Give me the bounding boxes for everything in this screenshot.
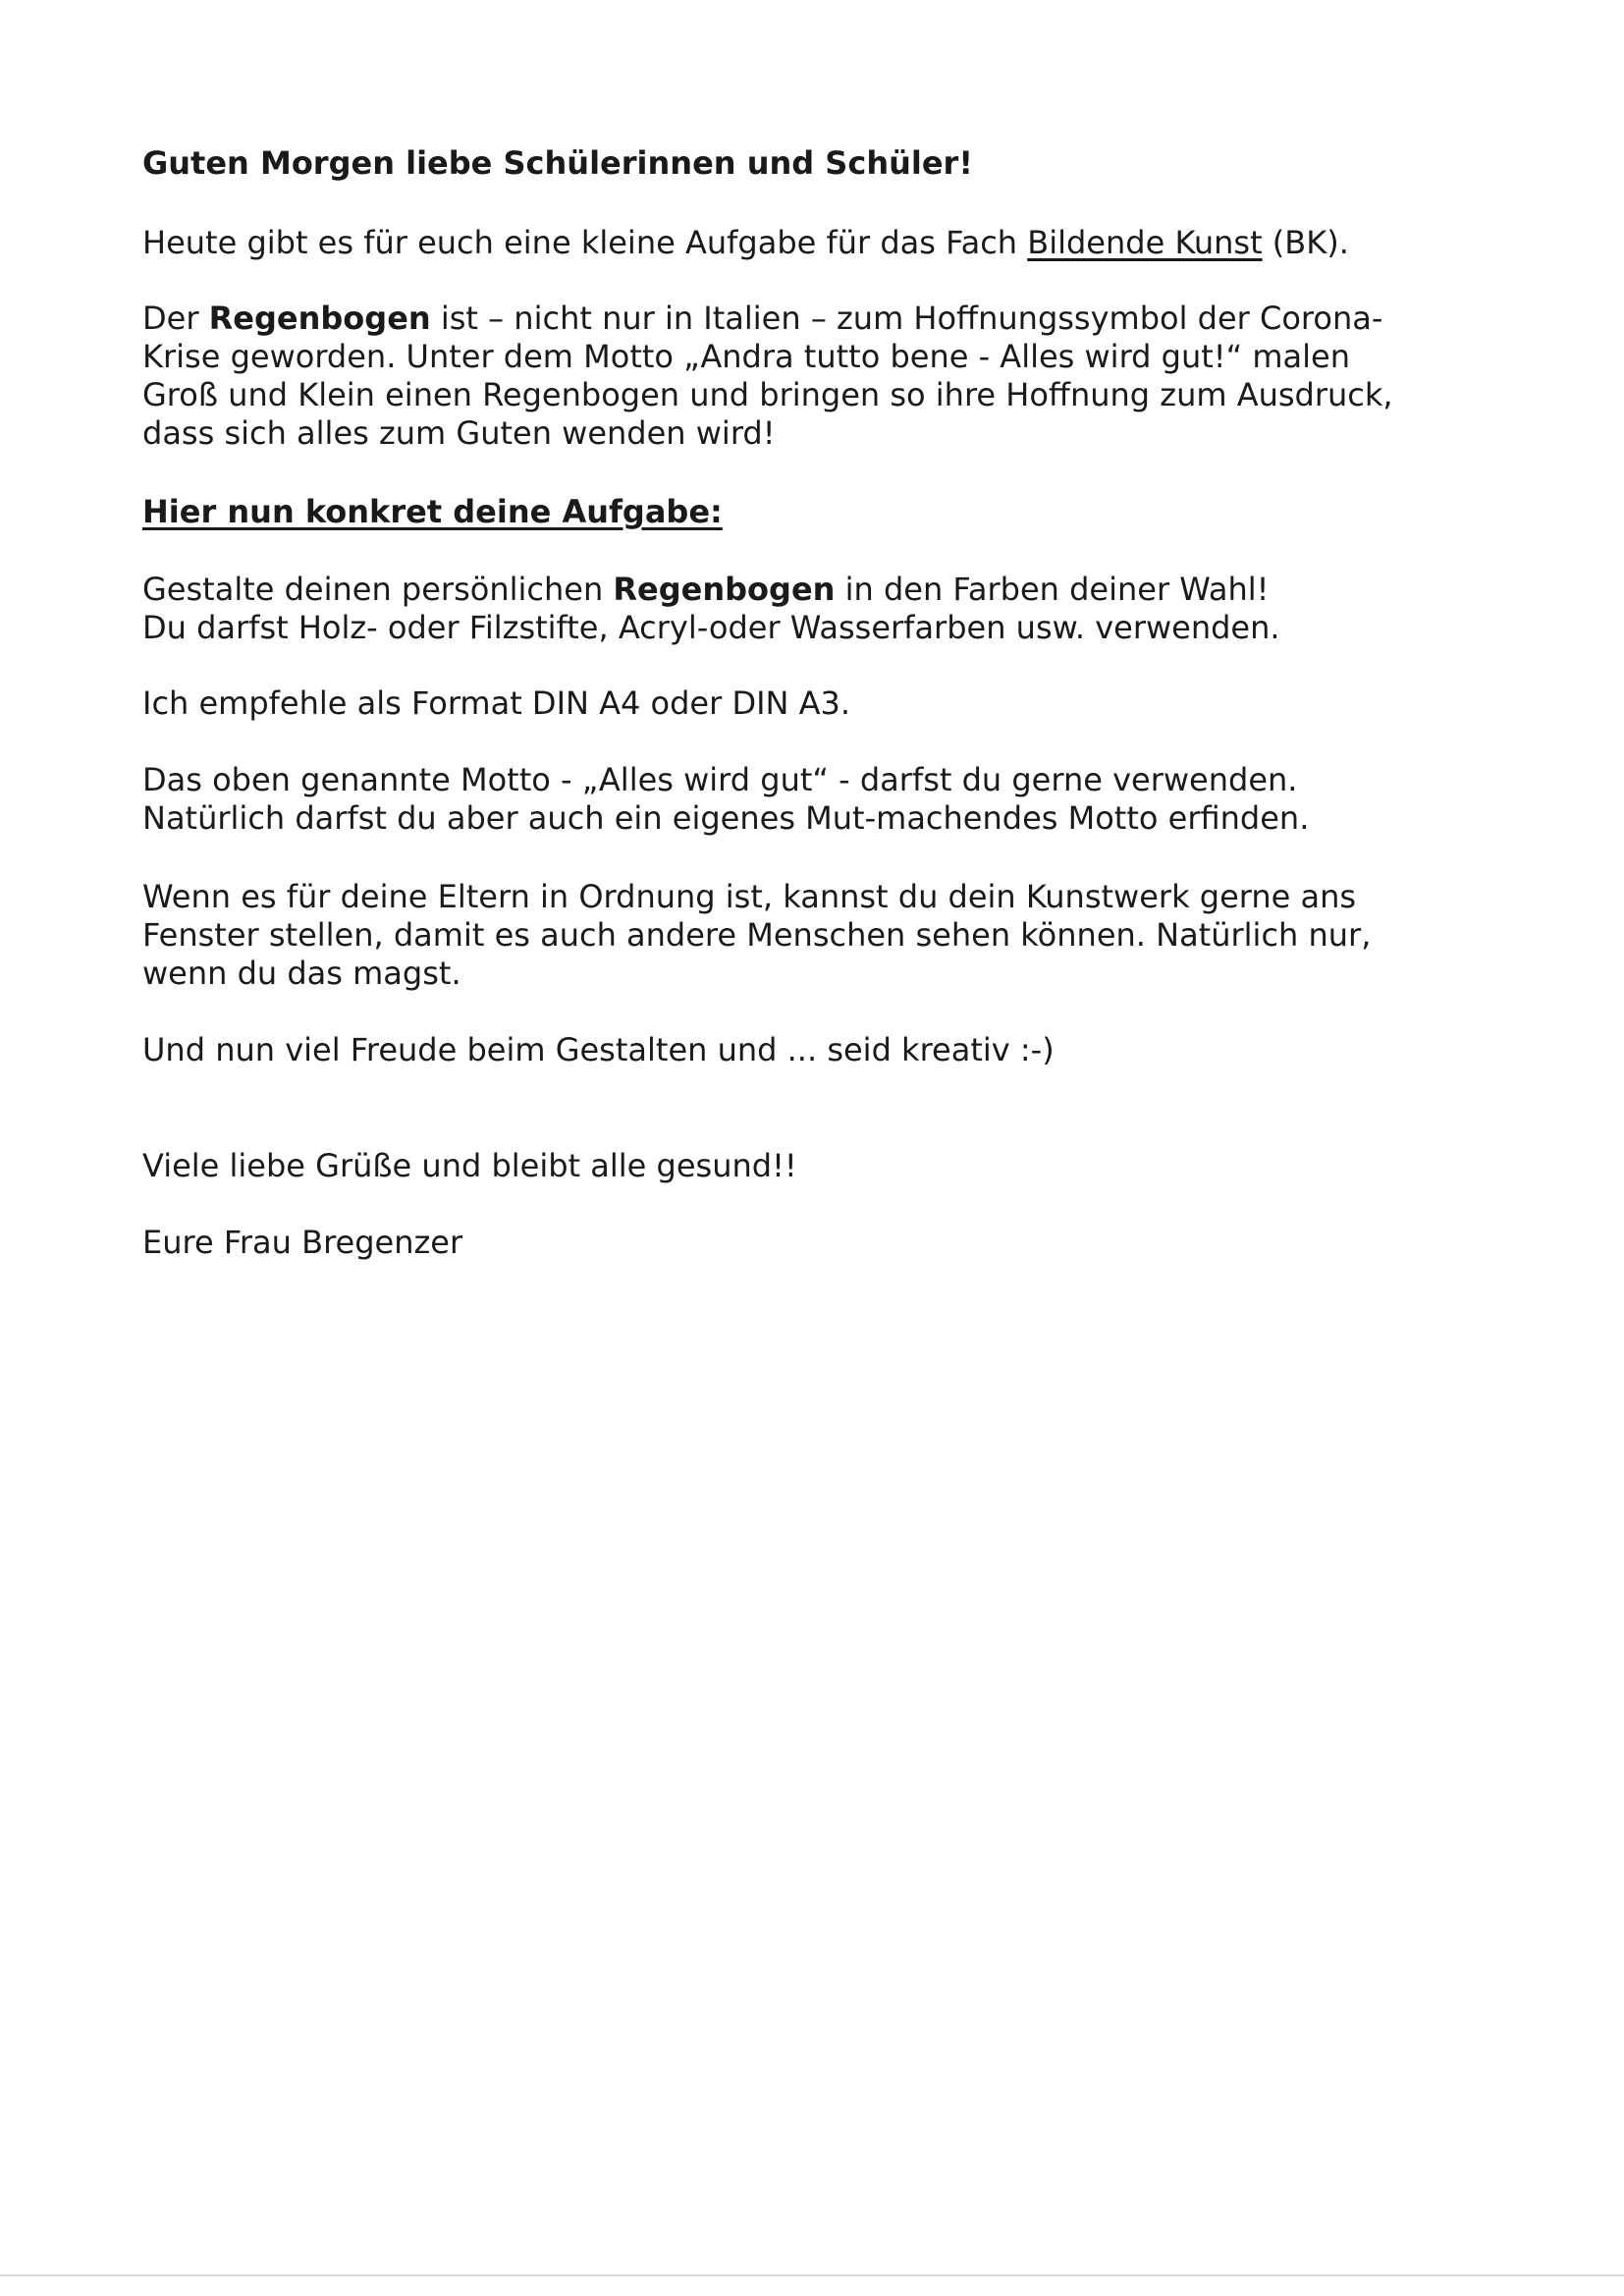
window-line-1: Wenn es für deine Eltern in Ordnung ist, kannst du dein Kunstwerk gerne ans <box>142 878 1357 915</box>
intro-line <box>142 224 1478 262</box>
format-paragraph <box>142 684 1478 723</box>
rainbow-line-4: dass sich alles zum Guten wenden wird! <box>142 414 776 452</box>
intro-suffix: (BK). <box>1262 224 1349 261</box>
regards-line: Viele liebe Grüße und bleibt alle gesund!! <box>142 1147 797 1184</box>
task-line-1-prefix: Gestalte deinen persönlichen <box>142 571 614 608</box>
window-line-3: wenn du das magst. <box>142 955 461 992</box>
window-paragraph <box>142 878 1478 993</box>
task-heading <box>142 493 1478 531</box>
rainbow-line-2: Krise geworden. Unter dem Motto „Andra tutto bene - Alles wird gut!“ malen <box>142 338 1350 375</box>
greeting-text: Guten Morgen liebe Schülerinnen und Schüler! <box>142 144 973 182</box>
scan-edge-line <box>0 2274 1624 2276</box>
motto-line-1: Das oben genannte Motto - „Alles wird gut“ - darfst du gerne verwenden. <box>142 761 1298 798</box>
format-recommendation: Ich empfehle als Format DIN A4 oder DIN A3. <box>142 684 851 722</box>
task-line-2: Du darfst Holz- oder Filzstifte, Acryl-oder Wasserfarben usw. verwenden. <box>142 609 1280 646</box>
task-paragraph <box>142 571 1478 647</box>
closing-line: Und nun viel Freude beim Gestalten und ... seid kreativ :-) <box>142 1031 1055 1068</box>
signature-paragraph <box>142 1224 1478 1262</box>
regards-paragraph <box>142 1147 1478 1185</box>
window-line-2: Fenster stellen, damit es auch andere Menschen sehen können. Natürlich nur, <box>142 916 1372 954</box>
task-line-1 <box>142 571 1478 609</box>
signature-line: Eure Frau Bregenzer <box>142 1224 463 1261</box>
rainbow-paragraph <box>142 300 1478 453</box>
closing-paragraph <box>142 1031 1478 1069</box>
intro-prefix: Heute gibt es für euch eine kleine Aufgabe für das Fach <box>142 224 1028 261</box>
task-heading-line <box>142 493 1478 531</box>
rainbow-line-1-prefix: Der <box>142 300 209 337</box>
rainbow-keyword: Regenbogen <box>208 300 431 337</box>
task-heading-text: Hier nun konkret deine Aufgabe: <box>142 493 723 530</box>
rainbow-line-1 <box>142 300 1478 338</box>
rainbow-line-3: Groß und Klein einen Regenbogen und bringen so ihre Hoffnung zum Ausdruck, <box>142 376 1393 413</box>
motto-line-2: Natürlich darfst du aber auch ein eigenes Mut-machendes Motto erfinden. <box>142 799 1310 837</box>
task-keyword: Regenbogen <box>613 571 836 608</box>
greeting <box>142 144 1478 183</box>
rainbow-line-1-suffix: ist – nicht nur in Italien – zum Hoffnungssymbol der Corona- <box>430 300 1383 337</box>
subject-link: Bildende Kunst <box>1027 224 1263 261</box>
motto-paragraph <box>142 761 1478 838</box>
intro-paragraph <box>142 224 1478 262</box>
task-line-1-suffix: in den Farben deiner Wahl! <box>835 571 1270 608</box>
